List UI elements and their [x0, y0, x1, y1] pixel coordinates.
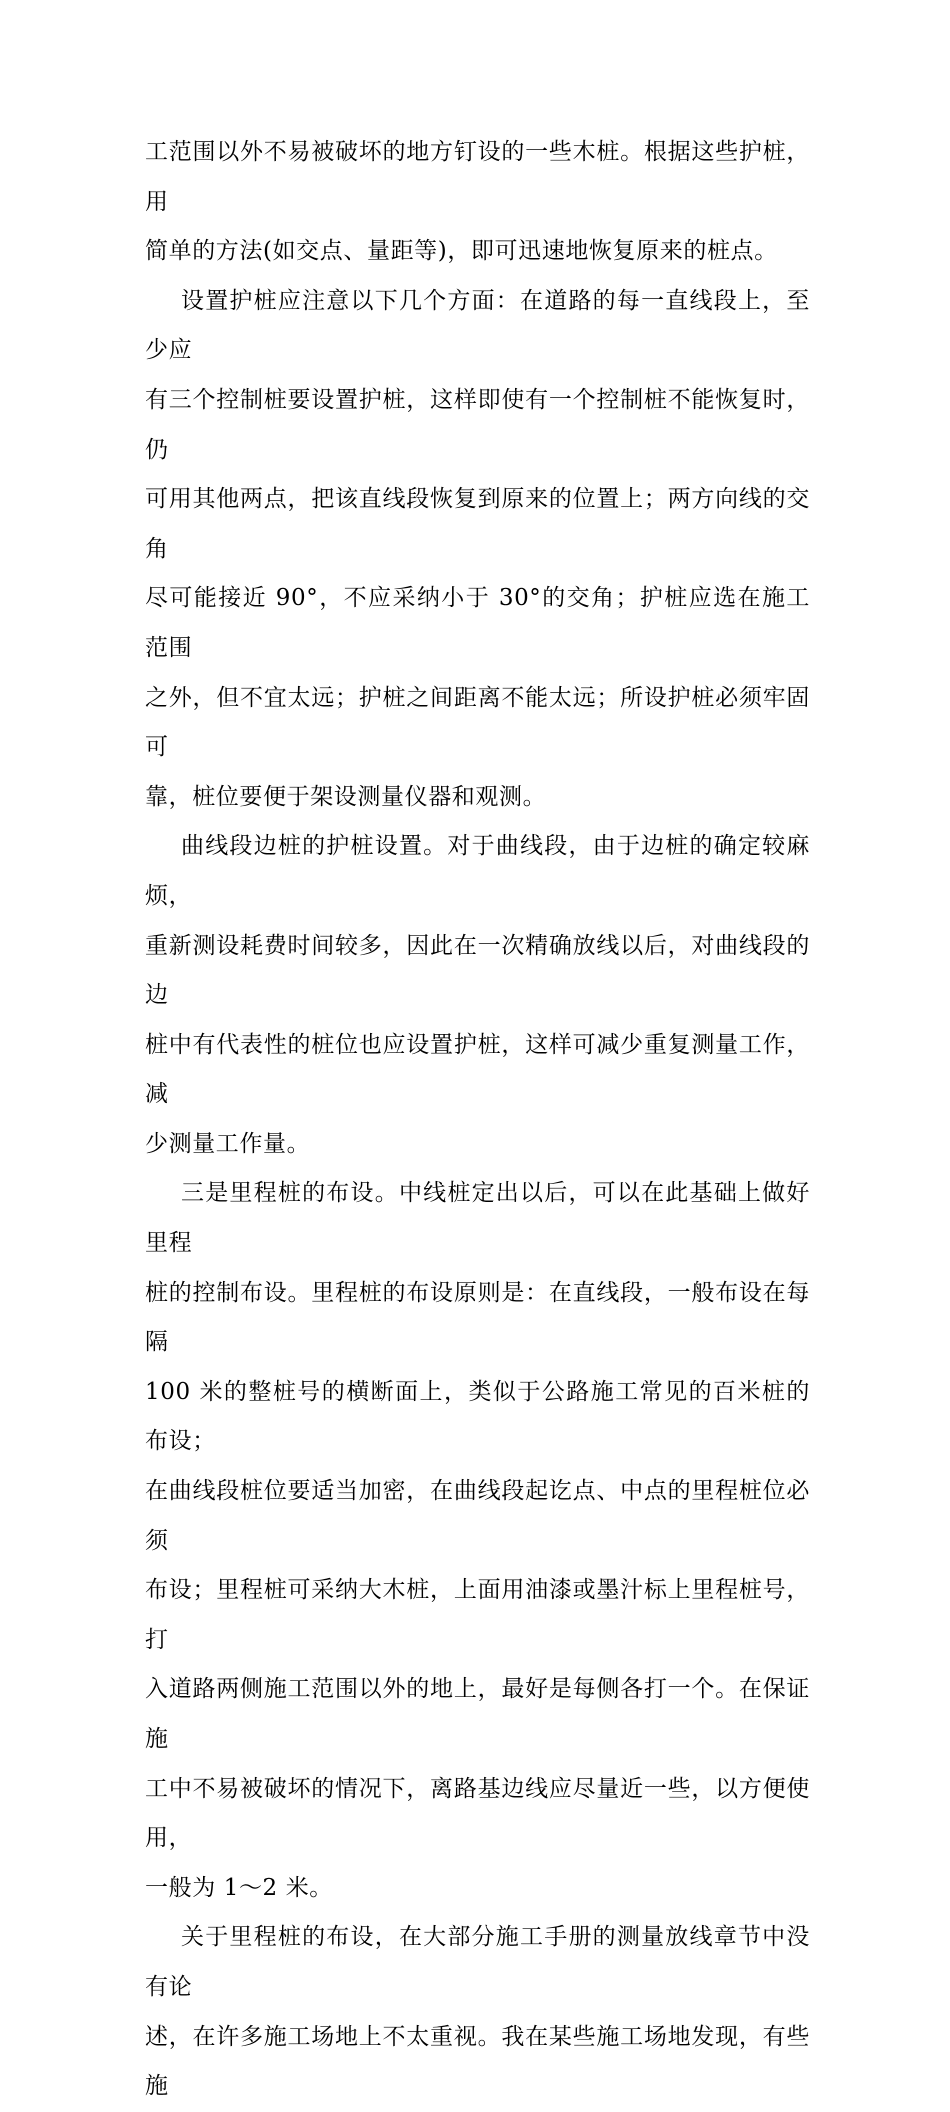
- line: 少测量工作量。: [145, 1130, 311, 1157]
- line: 100 米的整桩号的横断面上，类似于公路施工常见的百米桩的布设；: [145, 1378, 810, 1455]
- line: 尽可能接近 90°，不应采纳小于 30°的交角；护桩应选在施工范围: [145, 585, 810, 661]
- line: 简单的方法(如交点、量距等)，即可迅速地恢复原来的桩点。: [145, 238, 778, 265]
- paragraph-5: [145, 1913, 810, 2111]
- paragraph-1: [145, 128, 810, 277]
- paragraph-3: [145, 822, 810, 1169]
- line: 工中不易被破坏的情况下，离路基边线应尽量近一些，以方便使用，: [145, 1775, 810, 1852]
- line: 在曲线段桩位要适当加密，在曲线段起讫点、中点的里程桩位必须: [145, 1478, 810, 1554]
- line: 三是里程桩的布设。中线桩定出以后，可以在此基础上做好里程: [145, 1180, 810, 1257]
- line: 入道路两侧施工范围以外的地上，最好是每侧各打一个。在保证施: [145, 1676, 810, 1752]
- line: 之外，但不宜太远；护桩之间距离不能太远；所设护桩必须牢固可: [145, 684, 810, 761]
- line: 关于里程桩的布设，在大部分施工手册的测量放线章节中没有论: [145, 1924, 810, 2000]
- paragraph-4: [145, 1169, 810, 1913]
- paragraph-2: [145, 277, 810, 823]
- line: 重新测设耗费时间较多，因此在一次精确放线以后，对曲线段的边: [145, 932, 810, 1009]
- line: 布设；里程桩可采纳大木桩，上面用油漆或墨汁标上里程桩号，打: [145, 1577, 810, 1653]
- line: 可用其他两点，把该直线段恢复到原来的位置上；两方向线的交角: [145, 486, 810, 562]
- line: 述，在许多施工场地上不太重视。我在某些施工场地发现，有些施: [145, 2023, 810, 2100]
- body-text: [145, 128, 810, 2112]
- line: 一般为 1～2 米。: [145, 1874, 333, 1901]
- line: 靠，桩位要便于架设测量仪器和观测。: [145, 783, 547, 810]
- line: 有三个控制桩要设置护桩，这样即使有一个控制桩不能恢复时，仍: [145, 386, 810, 463]
- line: 工范围以外不易被破坏的地方钉设的一些木桩。根据这些护桩，用: [145, 139, 810, 215]
- line: 桩中有代表性的桩位也应设置护桩，这样可减少重复测量工作，减: [145, 1031, 810, 1108]
- line: 设置护桩应注意以下几个方面：在道路的每一直线段上，至少应: [145, 287, 810, 364]
- line: 桩的控制布设。里程桩的布设原则是：在直线段，一般布设在每隔: [145, 1279, 810, 1356]
- line: 曲线段边桩的护桩设置。对于曲线段，由于边桩的确定较麻烦，: [145, 833, 810, 909]
